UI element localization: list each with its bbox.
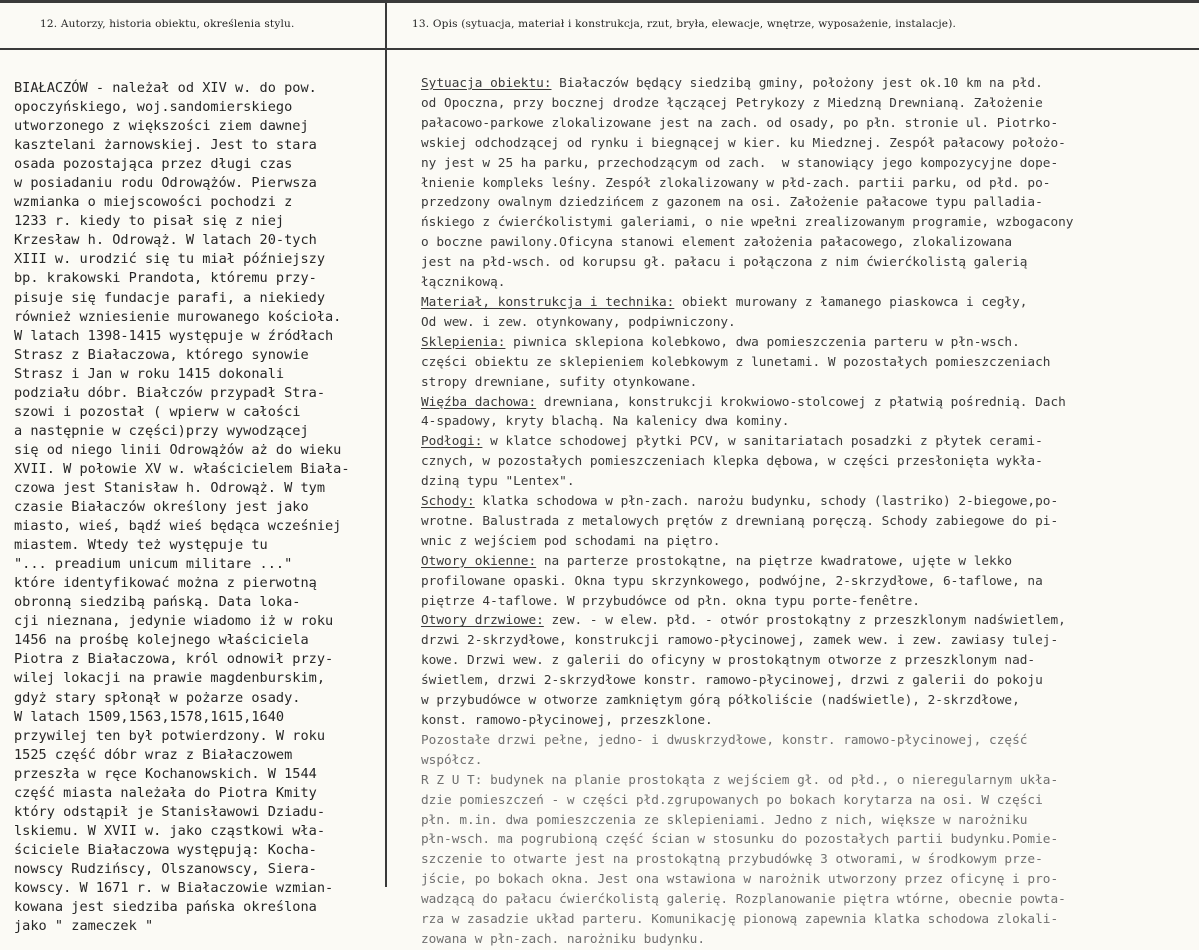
description-text: Od wew. i zew. otynkowany, podpiwniczony. xyxy=(421,314,736,330)
description-line xyxy=(421,412,1193,432)
description-text: Pozostałe drzwi pełne, jedno- i dwuskrzydłowe, konstr. ramowo-płycinowej, część xyxy=(421,732,1028,748)
description-text: R Z U T: budynek na planie prostokąta z wejściem gł. od płd., o nieregularnym ukła- xyxy=(421,772,1059,788)
description-text: ńskiego z ćwierćkolistymi galeriami, o nie wpełni zrealizowanym programie, wzbogacony xyxy=(421,215,1074,231)
description-line xyxy=(421,751,1193,771)
description-text: rza w zasadzie układ parteru. Komunikację pionową zapewnia klatka schodowa zlokali- xyxy=(421,912,1059,928)
top-border xyxy=(0,0,1199,3)
history-line: miastem. Wtedy też występuje tu xyxy=(14,537,268,554)
description-line xyxy=(421,134,1193,154)
description-text: dziną typu "Lentex". xyxy=(421,474,575,490)
history-line: się od niego linii Odrowążów aż do wieku xyxy=(14,441,342,458)
history-line: bp. krakowski Prandota, któremu przy- xyxy=(14,270,317,287)
description-line xyxy=(421,811,1193,831)
description-line xyxy=(421,930,1193,950)
description-line xyxy=(421,592,1193,612)
description-line xyxy=(421,631,1193,651)
description-text: kowe. Drzwi wew. z galerii do oficyny w prostokątnym otworze z przeszklonym nad- xyxy=(421,653,1036,669)
description-line xyxy=(421,472,1193,492)
description-text: współcz. xyxy=(421,752,483,768)
description-section-label: Więźba dachowa: xyxy=(421,394,537,410)
description-text: wnic z wejściem pod schodami na piętro. xyxy=(421,533,721,549)
description-text: wadzącą do pałacu ćwierćkolistą galerię. Rozplanowanie piętra wtórne, obecnie powta- xyxy=(421,892,1066,908)
description-text: na parterze prostokątne, na piętrze kwadratowe, ujęte w lekko xyxy=(536,553,1013,569)
history-line: szowi i pozostał ( wpierw w całości xyxy=(14,403,301,420)
description-line xyxy=(421,731,1193,751)
description-text: płn-wsch. ma pogrubioną część ścian w stosunku do pozostałych partii budynku.Pomie- xyxy=(421,832,1059,848)
history-line: gdyż stary spłonął w pożarze osady. xyxy=(14,689,301,706)
description-text: w klatce schodowej płytki PCV, w sanitariatach posadzki z płytek cerami- xyxy=(482,434,1043,450)
description-text: łnienie kompleks leśny. Zespół zlokalizowany w płd-zach. partii parku, od płd. po- xyxy=(421,175,1051,191)
description-line xyxy=(421,333,1193,353)
description-line xyxy=(421,273,1193,293)
history-line: również wzniesienie murowanego kościoła. xyxy=(14,308,342,325)
description-text: zew. - w elew. płd. - otwór prostokątny z przeszklonym nadświetlem, xyxy=(543,613,1066,629)
history-line: utworzonego z większości ziem dawnej xyxy=(14,118,309,135)
description-line xyxy=(421,353,1193,373)
description-text: cznych, w pozostałych pomieszczeniach klepka dębowa, w części przesłonięta wykła- xyxy=(421,454,1043,470)
description-line xyxy=(421,154,1193,174)
description-line xyxy=(421,850,1193,870)
history-line: a następnie w części)przy wywodzącej xyxy=(14,422,309,439)
history-line: kasztelani żarnowskiej. Jest to stara xyxy=(14,137,317,154)
description-line xyxy=(421,572,1193,592)
history-line: XVII. W połowie XV w. właścicielem Biała- xyxy=(14,460,350,477)
description-line xyxy=(421,771,1193,791)
description-line xyxy=(421,174,1193,194)
history-line: który odstąpił je Stanisławowi Dziadu- xyxy=(14,803,325,820)
history-line: czowa jest Stanisław h. Odrowąż. W tym xyxy=(14,479,325,496)
history-line: BIAŁACZÓW - należał od XIV w. do pow. xyxy=(14,80,317,96)
description-text: Białaczów będący siedzibą gminy, położony jest ok.10 km na płd. xyxy=(551,76,1043,91)
description-line xyxy=(421,910,1193,930)
history-line: ściciele Białaczowa występują: Kocha- xyxy=(14,841,317,858)
history-line: Piotra z Białaczowa, król odnowił przy- xyxy=(14,651,334,668)
description-line xyxy=(421,452,1193,472)
description-text: ny jest w 25 ha parku, przechodzącym od zach. w stanowiący jego kompozycyjne dope- xyxy=(421,155,1059,171)
description-text: profilowane opaski. Okna typu skrzynkowego, podwójne, 2-skrzydłowe, 6-taflowe, na xyxy=(421,573,1043,589)
history-line: 1233 r. kiedy to pisał się z niej xyxy=(14,213,285,230)
description-text: konst. ramowo-płycinowej, przeszklone. xyxy=(421,713,713,728)
description-section-label: Podłogi: xyxy=(421,434,483,450)
description-text: klatka schodowa w płn-zach. narożu budynku, schody (lastriko) 2-biegowe,po- xyxy=(474,494,1059,510)
description-line xyxy=(421,890,1193,910)
description-line xyxy=(421,432,1193,452)
description-line xyxy=(421,94,1193,114)
description-line xyxy=(421,293,1193,313)
description-text: 4-spadowy, kryty blachą. Na kalenicy dwa kominy. xyxy=(421,414,790,430)
description-text: drzwi 2-skrzydłowe, konstrukcji ramowo-płycinowej, zamek wew. i zew. zawiasy tulej- xyxy=(421,633,1059,649)
description-line xyxy=(421,213,1193,233)
description-line xyxy=(421,870,1193,890)
description-line xyxy=(421,373,1193,393)
description-section-label: Schody: xyxy=(421,494,475,510)
description-text: świetlem, drzwi 2-skrzydłowe konstr. ramowo-płycinowej, drzwi z galerii do pokoju xyxy=(421,673,1043,689)
description-line xyxy=(421,711,1193,731)
history-line: lskiemu. W XVII w. jako cząstkowi wła- xyxy=(14,822,325,839)
history-line: W latach 1509,1563,1578,1615,1640 xyxy=(14,708,285,725)
description-text: stropy drewniane, sufity otynkowane. xyxy=(421,374,698,390)
description-line xyxy=(421,552,1193,572)
history-line: wzmianka o miejscowości pochodzi z xyxy=(14,194,293,211)
history-line: w posiadaniu rodu Odrowążów. Pierwsza xyxy=(14,175,317,192)
history-line: Strasz i Jan w roku 1415 dokonali xyxy=(14,365,285,382)
description-text: pałacowo-parkowe zlokalizowane jest na zach. od osady, po płn. stronie ul. Piotrko- xyxy=(421,115,1059,131)
history-line: wilej lokacji na prawie magdenburskim, xyxy=(14,670,325,687)
description-line xyxy=(421,791,1193,811)
history-line: XIII w. urodzić się tu miał późniejszy xyxy=(14,251,325,268)
history-line: przywilej ten był potwierdzony. W roku xyxy=(14,727,325,744)
history-line: czasie Białaczów określony jest jako xyxy=(14,499,309,516)
history-line: Krzesław h. Odrowąż. W latach 20-tych xyxy=(14,232,317,249)
description-text: łącznikową. xyxy=(421,275,506,291)
description-text: drewniana, konstrukcji krokwiowo-stolcowej z płatwią pośrednią. Dach xyxy=(536,394,1066,410)
history-line: cji nieznana, jedynie wiadomo iż w roku xyxy=(14,613,334,630)
history-line: podziału dóbr. Białczów przypadł Stra- xyxy=(14,384,325,401)
history-line: nowscy Rudzińscy, Olszanowscy, Siera- xyxy=(14,860,317,877)
description-line xyxy=(421,253,1193,273)
description-text: szczenie to otwarte jest na prostokątną przybudówkę 3 otworami, w środkowym prze- xyxy=(421,852,1043,868)
description-line xyxy=(421,492,1193,512)
history-line: 1525 część dóbr wraz z Białaczowem xyxy=(14,746,293,763)
history-line: miasto, wieś, bądź wieś będąca wcześniej xyxy=(14,518,342,535)
description-text: w przybudówce w otworze zamkniętym górą półkoliście (nadświetle), 2-skrzdłowe, xyxy=(421,693,1020,709)
section-12-heading: 12. Autorzy, historia obiektu, określenia stylu. xyxy=(40,18,295,30)
description-text: piętrze 4-taflowe. W przybudówce od płn. okna typu porte-fenêtre. xyxy=(421,593,920,609)
description-line xyxy=(421,393,1193,413)
description-line xyxy=(421,691,1193,711)
history-line: 1456 na prośbę kolejnego właściciela xyxy=(14,632,309,649)
description-text: zowana w płn-zach. narożniku budynku. xyxy=(421,931,706,947)
history-line: jako " zameczek " xyxy=(14,918,154,935)
description-section-label: Otwory drzwiowe: xyxy=(421,613,544,629)
history-line: które identyfikować można z pierwotną xyxy=(14,575,317,592)
description-line xyxy=(421,651,1193,671)
description-line xyxy=(421,233,1193,253)
description-line xyxy=(421,532,1193,552)
description-column xyxy=(421,74,1193,950)
history-line: kowscy. W 1671 r. w Białaczowie wzmian- xyxy=(14,879,334,896)
description-line xyxy=(421,830,1193,850)
history-line: część miasta należała do Piotra Kmity xyxy=(14,784,317,801)
description-text: wrotne. Balustrada z metalowych prętów z drewnianą poręczą. Schody zabiegowe do pi- xyxy=(421,513,1059,529)
history-line: pisuje się fundacje parafi, a niekiedy xyxy=(14,289,325,306)
description-text: o boczne pawilony.Oficyna stanowi element założenia pałacowego, zlokalizowana xyxy=(421,235,1013,251)
history-line: osada pozostająca przez długi czas xyxy=(14,156,293,173)
column-divider xyxy=(385,0,387,887)
history-line: przeszła w ręce Kochanowskich. W 1544 xyxy=(14,765,317,782)
description-line xyxy=(421,74,1193,94)
description-section-label: Materiał, konstrukcja i technika: xyxy=(421,294,675,310)
description-line xyxy=(421,313,1193,333)
description-section-label: Sytuacja obiektu: xyxy=(421,76,552,91)
description-line xyxy=(421,671,1193,691)
description-line xyxy=(421,512,1193,532)
history-line: obronną siedzibą pańską. Data loka- xyxy=(14,594,301,611)
description-text: jest na płd-wsch. od korupsu gł. pałacu i połączona z nim ćwierćkolistą galerią xyxy=(421,255,1028,271)
description-text: piwnica sklepiona kolebkowo, dwa pomieszczenia parteru w płn-wsch. xyxy=(505,334,1020,350)
description-text: obiekt murowany z łamanego piaskowca i cegły, xyxy=(674,294,1028,310)
description-line xyxy=(421,114,1193,134)
history-column xyxy=(14,79,376,936)
header-rule xyxy=(0,48,1199,50)
history-line: Strasz z Białaczowa, którego synowie xyxy=(14,346,309,363)
description-text: jście, po bokach okna. Jest ona wstawiona w narożnik utworzony przez oficynę i pro- xyxy=(421,872,1059,888)
description-section-label: Sklepienia: xyxy=(421,334,506,350)
section-13-heading: 13. Opis (sytuacja, materiał i konstrukcja, rzut, bryła, elewacje, wnętrze, wyposażenie, instalacje). xyxy=(412,18,957,30)
description-text: dzie pomieszczeń - w części płd.zgrupowanych po bokach korytarza na osi. W części xyxy=(421,792,1043,808)
description-text: od Opoczna, przy bocznej drodze łączącej Petrykozy z Miedzną Drewnianą. Założenie xyxy=(421,95,1043,111)
description-section-label: Otwory okienne: xyxy=(421,553,537,569)
description-text: przedzony owalnym dziedzińcem z gazonem na osi. Założenie pałacowe typu palladia- xyxy=(421,195,1043,211)
history-line: kowana jest siedziba pańska określona xyxy=(14,899,317,916)
description-line xyxy=(421,611,1193,631)
description-text: płn. m.in. dwa pomieszczenia ze sklepieniami. Jedno z nich, większe w narożniku xyxy=(421,812,1028,828)
description-line xyxy=(421,193,1193,213)
description-text: wskiej odchodzącej od rynku i biegnącej w kier. ku Miedznej. Zespół pałacowy położo- xyxy=(421,135,1066,151)
history-line: "... preadium unicum militare ..." xyxy=(14,556,293,573)
history-line: opoczyńskiego, woj.sandomierskiego xyxy=(14,99,293,116)
history-line: W latach 1398-1415 występuje w źródłach xyxy=(14,327,334,344)
description-text: części obiektu ze sklepieniem kolebkowym z lunetami. W pozostałych pomieszczeniach xyxy=(421,354,1051,370)
